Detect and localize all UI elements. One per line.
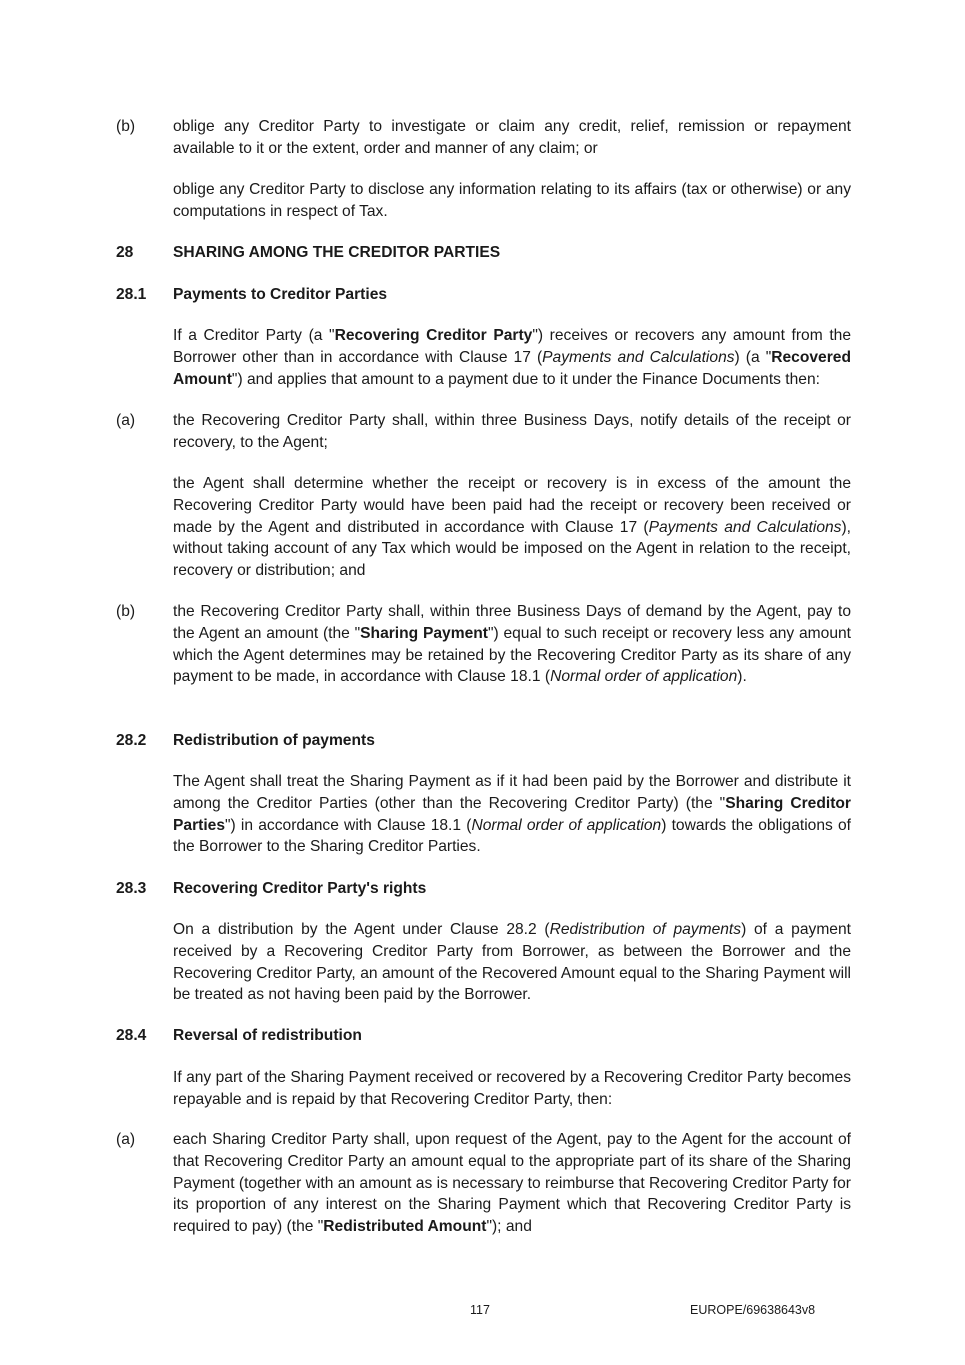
- clause-reference: Normal order of application: [550, 668, 738, 686]
- paragraph: the Recovering Creditor Party shall, within three Business Days, notify details of the receipt or recovery, to the Agent;: [173, 412, 851, 451]
- clause-number: 28.2: [116, 732, 147, 749]
- clause-number: 28: [116, 244, 134, 261]
- paragraph: On a distribution by the Agent under Clause 28.2 (Redistribution of payments) of a payment received by a Recovering Creditor Party from Borrower, as between the Borrower and the Recovering Creditor Party, an amount of the Recovered Amount equal to the Sharing Payment will be treated as not having been paid by the Borrower.: [173, 921, 851, 1004]
- paragraph: oblige any Creditor Party to investigate or claim any credit, relief, remission or repayment available to it or the extent, order and manner of any claim; or: [173, 118, 851, 157]
- defined-term: Sharing Payment: [360, 624, 488, 642]
- clause-heading: SHARING AMONG THE CREDITOR PARTIES: [173, 244, 501, 261]
- clause-reference: Normal order of application: [471, 816, 662, 834]
- clause-heading: Payments to Creditor Parties: [173, 286, 388, 303]
- page-number: 117: [470, 1303, 490, 1317]
- paragraph: If a Creditor Party (a "Recovering Creditor Party") receives or recovers any amount from the Borrower other than in accordance with Clause 17 (Payments and Calculations) (a "Recovered Amount") and applies that amount to a payment due to it under the Finance Documents then:: [173, 327, 851, 388]
- clause-heading: Recovering Creditor Party's rights: [173, 880, 427, 897]
- defined-term: Redistributed Amount: [323, 1218, 487, 1236]
- clause-heading: Redistribution of payments: [173, 732, 375, 749]
- clause-number: 28.3: [116, 880, 147, 897]
- paragraph: the Recovering Creditor Party shall, within three Business Days of demand by the Agent, pay to the Agent an amount (the "Sharing Payment") equal to such receipt or recovery less any amount which the Agent determines may be retained by the Recovering Creditor Party as its share of any payment to be made, in accordance with Clause 18.1 (Normal order of application).: [173, 603, 851, 686]
- clause-number: 28.4: [116, 1027, 147, 1044]
- defined-term: Sharing Creditor Parties: [173, 794, 852, 834]
- item-number: (b): [116, 118, 136, 135]
- clause-heading: Reversal of redistribution: [173, 1027, 362, 1044]
- defined-term: Recovered Amount: [173, 348, 851, 388]
- clause-reference: Redistribution of payments: [549, 921, 742, 938]
- clause-reference: Payments and Calculations: [648, 518, 842, 536]
- paragraph: each Sharing Creditor Party shall, upon request of the Agent, pay to the Agent for the account of that Recovering Creditor Party an amount equal to the appropriate part of its share of the Sharing Payment (together with an amount as is necessary to reimburse that Recovering Creditor Party for its proportion of any interest on the Sharing Payment which that Recovering Creditor Party is required to pay) (the "Redistributed Amount"); and: [173, 1131, 851, 1236]
- paragraph: If any part of the Sharing Payment received or recovered by a Recovering Creditor Party becomes repayable and is repaid by that Recovering Creditor Party, then:: [173, 1069, 851, 1108]
- clause-number: 28.1: [116, 286, 147, 303]
- defined-term: Recovering Creditor Party: [334, 327, 533, 344]
- paragraph: oblige any Creditor Party to disclose any information relating to its affairs (tax or otherwise) or any computations in respect of Tax.: [173, 181, 851, 220]
- clause-reference: Payments and Calculations: [542, 348, 735, 366]
- item-number: (a): [116, 1131, 136, 1148]
- document-reference: EUROPE/69638643v8: [690, 1303, 816, 1317]
- item-number: (a): [116, 412, 136, 429]
- item-number: (b): [116, 603, 136, 620]
- paragraph: the Agent shall determine whether the receipt or recovery is in excess of the amount the Recovering Creditor Party would have been paid had the receipt or recovery been received or made by the Agent and distributed in accordance with Clause 17 (Payments and Calculations), without taking account of any Tax which would be imposed on the Agent in relation to the receipt, recovery or distribution; and: [173, 475, 851, 580]
- paragraph: The Agent shall treat the Sharing Payment as if it had been paid by the Borrower and distribute it among the Creditor Parties (other than the Recovering Creditor Party) (the "Sharing Creditor Parties") in accordance with Clause 18.1 (Normal order of application) towards the obligations of the Borrower to the Sharing Creditor Parties.: [173, 773, 852, 856]
